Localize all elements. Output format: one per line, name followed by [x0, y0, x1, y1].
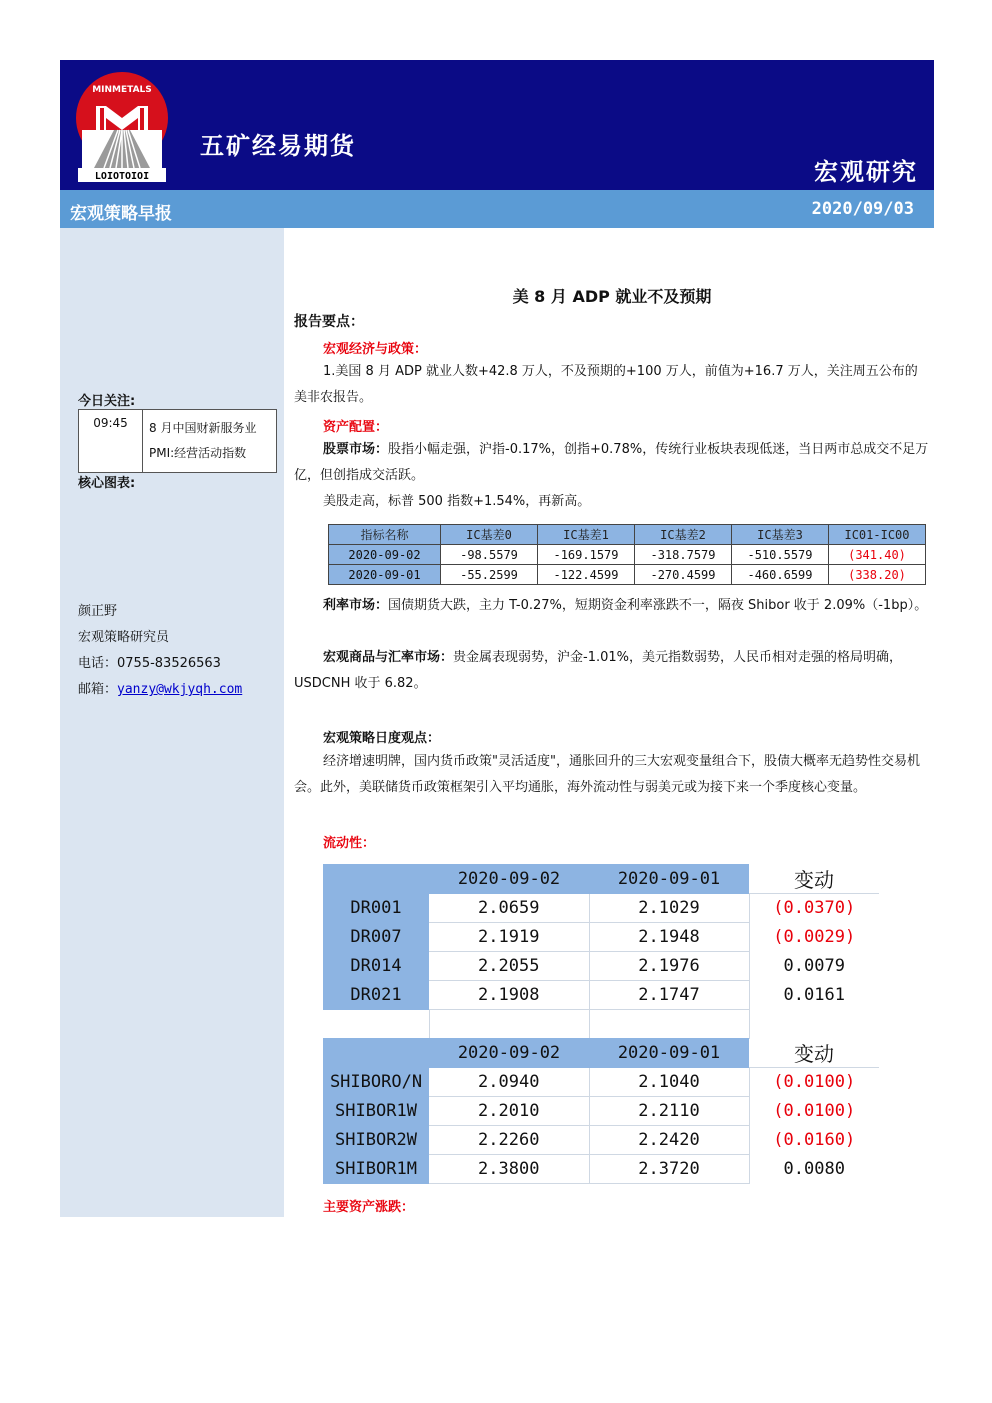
daily-view-paragraph: 经济增速明牌，国内货币政策"灵活适度"，通胀回升的三大宏观变量组合下，股债大概率无趋势性交易机会。此外，美联储货币政策框架引入平均通胀，海外流动性与弱美元或为接下来一个季度核心变量。: [294, 754, 920, 795]
table-cell: 2020-09-01: [329, 565, 441, 585]
rate-label: 利率市场：: [323, 598, 389, 613]
table-header: 2020-09-02: [429, 1038, 589, 1068]
report-date: 2020/09/03: [811, 199, 914, 219]
table-header-row: [323, 1038, 879, 1068]
table-row: [323, 923, 879, 952]
rate-text: 国债期货大跌，主力 T-0.27%，短期资金利率涨跌不一，隔夜 Shibor 收于 2.09%（-1bp）。: [388, 598, 928, 613]
ic-basis-table: [328, 524, 926, 585]
asset-heading: 资产配置：: [323, 420, 389, 435]
report-type: 宏观策略早报: [70, 204, 172, 224]
table-cell: 2.1919: [429, 923, 589, 952]
daily-view-heading: 宏观策略日度观点：: [323, 731, 441, 746]
table-row: [323, 1097, 879, 1126]
table-cell: DR001: [323, 894, 429, 923]
email-link[interactable]: yanzy@wkjyqh.com: [117, 682, 243, 697]
table-cell: (0.0100): [773, 1101, 856, 1121]
table-cell: SHIBOR1W: [323, 1097, 429, 1126]
report-title: 美 8 月 ADP 就业不及预期: [512, 287, 712, 306]
table-cell: (0.0160): [773, 1130, 856, 1150]
svg-text:LOIOTOIOI: LOIOTOIOI: [94, 171, 150, 182]
email-label: 邮箱：: [78, 682, 118, 697]
dr-rate-table: [323, 864, 879, 1039]
table-row: [323, 894, 879, 923]
schedule-time: 09:45: [79, 410, 143, 473]
table-row: [323, 1068, 879, 1097]
table-header: IC基差1: [538, 525, 635, 545]
table-cell: DR021: [323, 981, 429, 1010]
table-cell: DR007: [323, 923, 429, 952]
table-cell: -270.4599: [635, 565, 732, 585]
author-email-row: [78, 678, 242, 697]
table-cell: -122.4599: [538, 565, 635, 585]
table-cell: -460.6599: [732, 565, 829, 585]
table-header: IC基差0: [441, 525, 538, 545]
table-cell: 2.2260: [429, 1126, 589, 1155]
table-cell: 2.1948: [589, 923, 749, 952]
table-header: 变动: [749, 1038, 879, 1068]
table-cell: 2.2420: [589, 1126, 749, 1155]
table-header: [323, 864, 429, 894]
table-row: [329, 545, 926, 565]
macro-heading: 宏观经济与政策：: [323, 342, 428, 357]
table-row: [323, 1126, 879, 1155]
table-cell: 2.1908: [429, 981, 589, 1010]
table-cell: 2.0940: [429, 1068, 589, 1097]
table-cell: 2020-09-02: [329, 545, 441, 565]
table-header: [323, 1038, 429, 1068]
table-cell: 2.2010: [429, 1097, 589, 1126]
table-cell: (0.0029): [773, 927, 856, 947]
table-cell: -98.5579: [441, 545, 538, 565]
table-cell: 0.0161: [783, 985, 845, 1005]
table-cell: 2.1747: [589, 981, 749, 1010]
table-cell: 2.3800: [429, 1155, 589, 1184]
table-row: [323, 952, 879, 981]
macro-paragraph: 1.美国 8 月 ADP 就业人数+42.8 万人，不及预期的+100 万人，前值为+16.7 万人，关注周五公布的美非农报告。: [294, 364, 918, 405]
table-cell: -510.5579: [732, 545, 829, 565]
table-cell: 2.3720: [589, 1155, 749, 1184]
schedule-event: 8 月中国财新服务业PMI:经营活动指数: [143, 410, 277, 473]
table-header: IC基差3: [732, 525, 829, 545]
author-name: 颜正野: [78, 604, 118, 619]
table-cell: 2.2110: [589, 1097, 749, 1126]
table-cell: [323, 1010, 429, 1039]
core-chart-label: 核心图表:: [78, 476, 136, 491]
schedule-table: [78, 409, 277, 473]
table-cell: [749, 1010, 879, 1039]
table-header: 2020-09-02: [429, 864, 589, 894]
table-cell: (0.0370): [773, 898, 856, 919]
us-stock-paragraph: 美股走高，标普 500 指数+1.54%，再新高。: [323, 494, 591, 509]
report-subbar: [60, 190, 934, 228]
main-asset-heading: 主要资产涨跌：: [323, 1200, 415, 1215]
sidebar: [60, 228, 284, 1217]
table-cell: SHIBOR1M: [323, 1155, 429, 1184]
today-focus-label: 今日关注:: [78, 394, 136, 409]
table-cell: -55.2599: [441, 565, 538, 585]
commodity-paragraph: [294, 645, 930, 697]
table-header-row: [329, 525, 926, 545]
company-name: 五矿经易期货: [200, 132, 356, 160]
minmetals-logo-icon: [74, 72, 170, 182]
table-cell: 2.1976: [589, 952, 749, 981]
table-cell: -318.7579: [635, 545, 732, 565]
table-header: 变动: [749, 864, 879, 894]
rate-paragraph: [294, 593, 930, 619]
table-cell: (0.0100): [773, 1072, 856, 1093]
table-spacer-row: [323, 1010, 879, 1039]
key-points-heading: 报告要点：: [294, 314, 364, 330]
author-role: 宏观策略研究员: [78, 630, 170, 645]
table-cell: 2.2055: [429, 952, 589, 981]
table-cell: [429, 1010, 589, 1039]
table-row: [329, 565, 926, 585]
table-cell: 0.0080: [783, 1159, 845, 1179]
table-header-row: [323, 864, 879, 894]
table-cell: -169.1579: [538, 545, 635, 565]
table-header: 2020-09-01: [589, 1038, 749, 1068]
report-category: 宏观研究: [814, 158, 918, 186]
table-cell: (338.20): [829, 565, 926, 585]
svg-text:MINMETALS: MINMETALS: [92, 85, 152, 95]
table-cell: [589, 1010, 749, 1039]
report-header: [60, 60, 934, 190]
table-cell: SHIBOR2W: [323, 1126, 429, 1155]
shibor-rate-table: [323, 1038, 879, 1184]
table-header: IC01-IC00: [829, 525, 926, 545]
schedule-row: [79, 410, 277, 473]
table-cell: 2.1029: [589, 894, 749, 923]
table-cell: 2.0659: [429, 894, 589, 923]
stock-label: 股票市场：: [323, 442, 389, 457]
table-cell: 0.0079: [783, 956, 845, 976]
table-header: IC基差2: [635, 525, 732, 545]
table-cell: DR014: [323, 952, 429, 981]
table-header: 指标名称: [329, 525, 441, 545]
table-cell: SHIBORO/N: [323, 1068, 429, 1097]
liquidity-heading: 流动性：: [323, 836, 376, 851]
table-header: 2020-09-01: [589, 864, 749, 894]
table-row: [323, 981, 879, 1010]
table-cell: (341.40): [829, 545, 926, 565]
table-row: [323, 1155, 879, 1184]
author-phone: 电话：0755-83526563: [78, 656, 221, 671]
table-cell: 2.1040: [589, 1068, 749, 1097]
commodity-label: 宏观商品与汇率市场：: [323, 650, 454, 665]
commodity-text: 贵金属表现弱势，沪金-1.01%，美元指数弱势，人民币相对走强的格局明确，USDCNH 收于 6.82。: [294, 650, 903, 691]
stock-paragraph: [294, 437, 930, 489]
stock-text: 股指小幅走强，沪指-0.17%，创指+0.78%，传统行业板块表现低迷，当日两市总成交不足万亿，但创指成交活跃。: [294, 442, 929, 483]
